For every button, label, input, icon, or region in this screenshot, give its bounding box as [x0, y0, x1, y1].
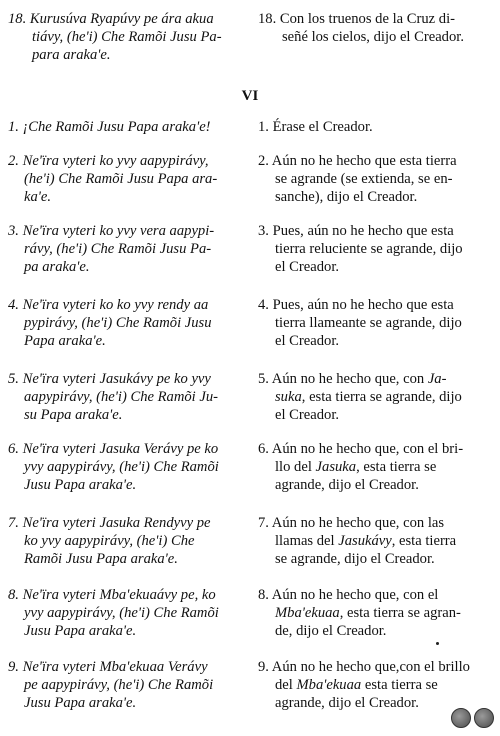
intro-spanish-line: 18. Con los truenos de la Cruz di- — [258, 11, 455, 27]
verse-spanish-line: tierra llameante se agrande, dijo — [275, 315, 462, 331]
verse-spanish-line: 6. Aún no he hecho que, con el bri- — [258, 441, 464, 457]
verse-guarani — [8, 658, 240, 712]
verse-spanish-line: se agrande, dijo el Creador. — [275, 551, 435, 567]
verse-guarani-line: ko yvy aapypirávy, (he'i) Che — [24, 533, 195, 549]
verse-guarani-line: 4. Ne'ïra vyteri ko ko yvy rendy aa — [8, 297, 209, 313]
verse-guarani — [8, 296, 240, 350]
verse-guarani-line: yvy aapypirávy, (he'i) Che Ramõi — [24, 605, 219, 621]
verse-guarani-line: aapypirávy, (he'i) Che Ramõi Ju- — [24, 389, 219, 405]
verse-spanish-line: suka, esta tierra se agrande, dijo — [275, 389, 462, 405]
verse-guarani-line: 3. Ne'ïra vyteri ko yvy vera aapypi- — [8, 223, 215, 239]
verse-guarani — [8, 440, 240, 494]
verse-spanish-line: Mba'ekuaa, esta tierra se agran- — [275, 605, 461, 621]
verse-guarani-line: Jusu Papa araka'e. — [24, 477, 137, 493]
verse-spanish — [258, 514, 486, 568]
verse-guarani-line: yvy aapypirávy, (he'i) Che Ramõi — [24, 459, 219, 475]
logo-icon — [451, 708, 471, 728]
verse-spanish-line: del Mba'ekuaa esta tierra se — [275, 677, 438, 693]
verse-guarani-line: su Papa araka'e. — [24, 407, 123, 423]
corner-logos — [451, 708, 494, 728]
verse-guarani-line: 1. ¡Che Ramõi Jusu Papa araka'e! — [8, 119, 211, 135]
verse-guarani-line: ka'e. — [24, 189, 52, 205]
verse-spanish — [258, 586, 486, 640]
verse-spanish — [258, 370, 486, 424]
verse-guarani-line: rávy, (he'i) Che Ramõi Jusu Pa- — [24, 241, 212, 257]
verse-spanish-line: agrande, dijo el Creador. — [275, 695, 419, 711]
verse-spanish — [258, 440, 486, 494]
verse-spanish-line: de, dijo el Creador. — [275, 623, 387, 639]
intro-guarani — [8, 10, 240, 64]
verse-spanish — [258, 152, 486, 206]
verse-guarani-line: 2. Ne'ïra vyteri ko yvy aapypirávy, — [8, 153, 209, 169]
verse-spanish-line: el Creador. — [275, 407, 340, 423]
verse-spanish-line: 5. Aún no he hecho que, con Ja- — [258, 371, 447, 387]
verse-guarani-line: Jusu Papa araka'e. — [24, 623, 137, 639]
verse-spanish-line: se agrande (se extienda, se en- — [275, 171, 453, 187]
verse-spanish-line: 8. Aún no he hecho que, con el — [258, 587, 439, 603]
verse-guarani — [8, 370, 240, 424]
verse-guarani-line: Jusu Papa araka'e. — [24, 695, 137, 711]
intro-guarani-line: 18. Kurusúva Ryapúvy pe ára akua — [8, 11, 214, 27]
intro-guarani-line: tiávy, (he'i) Che Ramõi Jusu Pa- — [32, 29, 222, 45]
verse-guarani-line: 6. Ne'ïra vyteri Jasuka Verávy pe ko — [8, 441, 219, 457]
verse-spanish-line: el Creador. — [275, 333, 340, 349]
verse-guarani — [8, 152, 240, 206]
intro-guarani-line: para araka'e. — [32, 47, 111, 63]
verse-spanish-line: llo del Jasuka, esta tierra se — [275, 459, 437, 475]
verse-spanish — [258, 658, 486, 712]
verse-spanish-line: 7. Aún no he hecho que, con las — [258, 515, 445, 531]
intro-spanish-line: señé los cielos, dijo el Creador. — [282, 29, 464, 45]
verse-spanish-line: el Creador. — [275, 259, 340, 275]
verse-guarani-line: pe aapypirávy, (he'i) Che Ramõi — [24, 677, 214, 693]
print-speck — [436, 642, 439, 645]
intro-spanish — [258, 10, 486, 46]
verse-spanish-line: llamas del Jasukávy, esta tierra — [275, 533, 457, 549]
verse-guarani-line: 9. Ne'ïra vyteri Mba'ekuaa Verávy — [8, 659, 208, 675]
verse-spanish-line: 2. Aún no he hecho que esta tierra — [258, 153, 457, 169]
verse-spanish-line: agrande, dijo el Creador. — [275, 477, 419, 493]
verse-guarani-line: 8. Ne'ïra vyteri Mba'ekuaávy pe, ko — [8, 587, 216, 603]
verse-spanish-line: 4. Pues, aún no he hecho que esta — [258, 297, 454, 313]
verse-guarani-line: 5. Ne'ïra vyteri Jasukávy pe ko yvy — [8, 371, 211, 387]
verse-guarani — [8, 514, 240, 568]
verse-guarani — [8, 222, 240, 276]
verse-guarani-line: Papa araka'e. — [24, 333, 106, 349]
verse-spanish — [258, 118, 486, 136]
verse-spanish-line: 1. Érase el Creador. — [258, 119, 373, 135]
verse-spanish — [258, 222, 486, 276]
verse-guarani — [8, 118, 240, 136]
verse-guarani-line: 7. Ne'ïra vyteri Jasuka Rendyvy pe — [8, 515, 211, 531]
verse-spanish-line: tierra reluciente se agrande, dijo — [275, 241, 463, 257]
verse-guarani-line: pa araka'e. — [24, 259, 90, 275]
verse-spanish-line: 9. Aún no he hecho que,con el brillo — [258, 659, 470, 675]
logo-icon — [474, 708, 494, 728]
verse-guarani-line: Ramõi Jusu Papa araka'e. — [24, 551, 178, 567]
section-heading: VI — [241, 88, 259, 104]
verse-guarani-line: pypirávy, (he'i) Che Ramõi Jusu — [24, 315, 212, 331]
verse-guarani-line: (he'i) Che Ramõi Jusu Papa ara- — [24, 171, 218, 187]
verse-guarani — [8, 586, 240, 640]
verse-spanish-line: 3. Pues, aún no he hecho que esta — [258, 223, 454, 239]
verse-spanish-line: sanche), dijo el Creador. — [275, 189, 418, 205]
verse-spanish — [258, 296, 486, 350]
